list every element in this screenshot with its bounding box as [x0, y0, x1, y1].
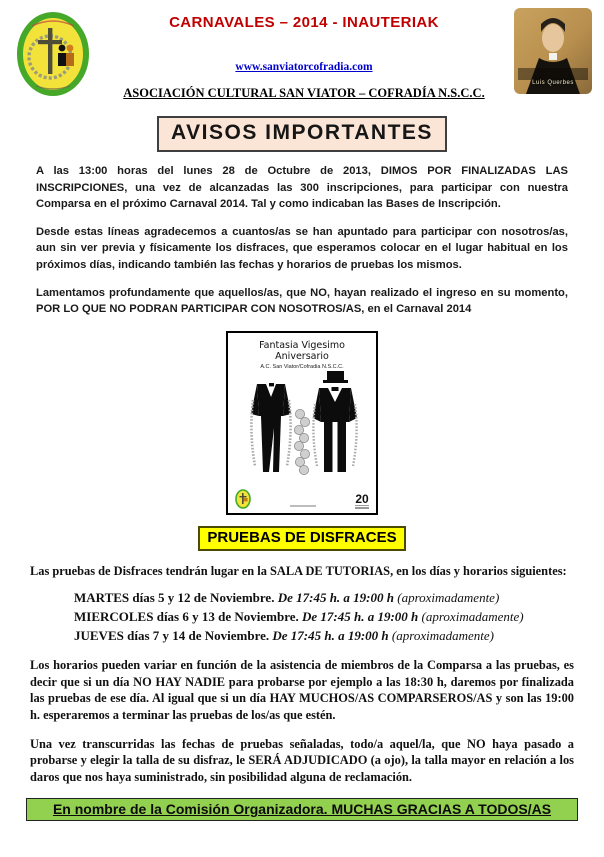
association-title: ASOCIACIÓN CULTURAL SAN VIATOR – COFRADÍA N.S.C.C.: [123, 86, 485, 100]
poster-subtitle: A.C. San Viator/Cofradia N.S.C.C.: [260, 363, 344, 370]
header: [0, 0, 604, 103]
poster-fine-print: [290, 505, 316, 507]
intro-paragraph: Lamentamos profundamente que aquellos/as, que NO, hayan realizado el ingreso en su momento, POR LO QUE NO PODRAN PARTICIPAR CON NOSOTROS/AS, en el Carnaval 2014: [36, 286, 568, 316]
intro-paragraph: A las 13:00 horas del lunes 28 de Octubre de 2013, DIMOS POR FINALIZADAS LAS INSCRIPCIONES, una vez de alcanzadas las 300 inscripciones, para participar con nuestra Comparsa en el próximo Carnaval 2014. Tal y como indicaban las Bases de Inscripción.: [36, 165, 568, 211]
body-paragraph: Una vez transcurridas las fechas de pruebas señaladas, todo/a aquel/la, que NO haya pasado a probarse y elegir la talla de su disfraz, le SERÁ ADJUDICADO (a ojo), la talla mayor en relación a los daros que nos haya suministrado, sin posibilidad alguna de reclamación.: [30, 736, 574, 784]
avisos-banner: AVISOS IMPORTANTES: [157, 116, 447, 152]
schedule-row: JUEVES días 7 y 14 de Noviembre. De 17:45 h. a 19:00 h (aproximadamente): [74, 627, 494, 643]
schedule-row: MIERCOLES días 6 y 13 de Noviembre. De 17:45 h. a 19:00 h (aproximadamente): [74, 608, 524, 624]
page-title: CARNAVALES – 2014 - INAUTERIAK: [169, 14, 439, 31]
website-link[interactable]: www.sanviatorcofradia.com: [235, 61, 373, 73]
footer-thanks-banner: En nombre de la Comisión Organizadora. MUCHAS GRACIAS A TODOS/AS: [26, 798, 578, 821]
poster-mini-emblem-icon: [235, 489, 251, 509]
header-center: [94, 8, 514, 101]
intro-paragraph: Desde estas líneas agradecemos a cuantos/as se han apuntado para participar con nosotros/as, aun sin ver previa y físicamente los disfraces, que esperamos colocar en el lugar habitual en los próximos días, indicando también las fechas y horarios de pruebas los mismos.: [36, 225, 568, 271]
body-paragraph: Los horarios pueden variar en función de la asistencia de miembros de la Comparsa a las pruebas, es decir que si un día NO HAY NADIE para probarse por ejemplo a las 18:30 h, daremos por finalizada las pruebas de ese día. Al igual que si un día HAY MUCHOS/AS COMPARSEROS/AS y son las 19:00 h. esperaremos a terminar las pruebas de los/as que estén.: [30, 658, 574, 722]
costumes-illustration-icon: [235, 370, 369, 482]
pruebas-banner: PRUEBAS DE DISFRACES: [198, 526, 405, 551]
poster-title: Fantasia Vigesimo Aniversario: [259, 339, 345, 362]
founder-portrait: [514, 8, 592, 94]
cofradia-emblem-icon: [12, 8, 94, 103]
costume-poster: [226, 331, 378, 515]
pruebas-intro: Las pruebas de Disfraces tendrán lugar en la SALA DE TUTORIAS, en los días y horarios siguientes:: [30, 563, 567, 578]
schedule-row: MARTES días 5 y 12 de Noviembre. De 17:45 h. a 19:00 h (aproximadamente): [74, 590, 500, 606]
poster-anniversary-badge: 20: [355, 495, 369, 509]
schedule-list: [0, 589, 604, 645]
portrait-caption: Luis Querbes: [532, 80, 574, 86]
poster-footer: [231, 489, 373, 509]
